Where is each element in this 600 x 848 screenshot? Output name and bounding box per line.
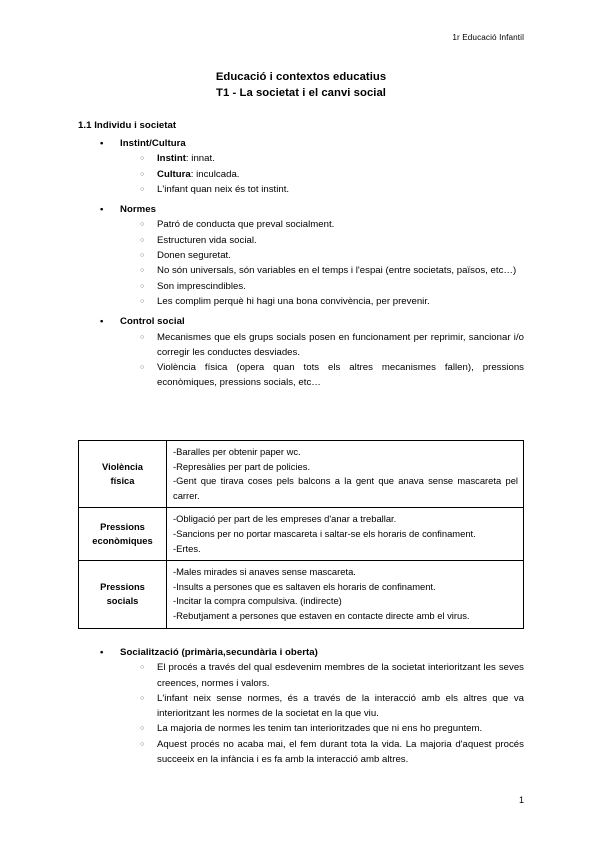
row-line: -Baralles per obtenir paper wc. [173,446,301,457]
category-line-1: Pressions [100,580,145,592]
row-line: -Rebutjament a persones que estaven en contacte directe amb el virus. [173,609,470,621]
row-content [167,561,524,628]
circle-bullet-icon: ○ [140,297,145,305]
list-item-text: Les complim perquè hi hagi una bona convivència, per prevenir. [157,295,430,307]
term: Cultura [157,168,191,180]
list-item [78,167,524,182]
list-item [78,691,524,722]
row-line: -Represàlies per part de policies. [173,460,311,472]
category-line-2: socials [106,595,139,607]
term: Instint [157,153,186,165]
page-header: 1r Educació Infantil [452,33,524,42]
list-item [78,737,524,768]
circle-bullet-icon: ○ [140,252,145,260]
row-category [79,508,167,561]
disc-bullet-icon: • [100,204,104,216]
circle-bullet-icon: ○ [140,170,145,178]
list-item-text: Aquest procés no acaba mai, el fem durant tota la vida. La majoria d'aquest procés succeeix en la infància i es fa amb la interacció amb altres. [157,738,524,766]
document-title [78,70,524,101]
definition: : inculcada. [190,168,240,180]
row-content [167,441,524,508]
disc-bullet-icon: • [100,647,104,658]
bullet-instint-cultura [78,136,524,151]
list-item [78,721,524,736]
circle-bullet-icon: ○ [140,364,145,372]
disc-bullet-icon: • [100,316,104,328]
category-line-1: Violència [102,460,143,472]
circle-bullet-icon: ○ [140,694,145,702]
list-item-text: Violència física (opera quan tots els altres mecanismes fallen), pressions econòmiques, pressions socials, etc… [157,362,524,389]
list-item [78,360,524,391]
bullet-socialitzacio [78,645,524,660]
circle-bullet-icon: ○ [140,725,145,733]
bullet-label: Control social [120,316,185,328]
title-line-2: T1 - La societat i el canvi social [216,86,386,99]
list-item [78,182,524,197]
definition: L'infant quan neix és tot instint. [157,183,290,195]
list-item [78,233,524,248]
row-line: -Gent que tirava coses pels balcons a la gent que anava sense mascareta pel carrer. [173,475,518,501]
circle-bullet-icon: ○ [140,155,145,163]
list-item-text: La majoria de normes les tenim tan interioritzades que ni ens ho preguntem. [157,723,483,735]
circle-bullet-icon: ○ [140,333,145,341]
socialitzacio-section [78,645,524,767]
list-item [78,294,524,309]
table-row [79,441,524,508]
category-line-1: Pressions [100,520,145,532]
list-item [78,330,524,361]
bullet-label: Normes [120,204,157,216]
circle-bullet-icon: ○ [140,221,145,229]
circle-bullet-icon: ○ [140,267,145,275]
circle-bullet-icon: ○ [140,282,145,290]
definition: : innat. [185,153,215,165]
list-item-text: L'infant neix sense normes, és a través de la interacció amb els altres que va interioritzant les normes de la societat en la que viu. [157,692,524,720]
category-line-2: física [110,475,135,487]
row-line: -Sancions per no portar mascareta i saltar-se els horaris de confinament. [173,527,476,539]
document-body [78,120,524,391]
row-line: -Males mirades si anaves sense mascareta. [173,566,356,578]
list-item-text: No són universals, són variables en el temps i l'espai (entre societats, països, etc…) [157,265,517,277]
disc-bullet-icon: • [100,138,104,149]
row-line: -Insults a persones que es saltaven els horaris de confinament. [173,580,436,592]
list-item-text: Mecanismes que els grups socials posen en funcionament per reprimir, sancionar i/o corregir les conductes desviades. [157,331,524,358]
list-item-text: Estructuren vida social. [157,234,257,246]
category-line-2: econòmiques [92,535,153,547]
table-row [79,508,524,561]
row-line: -Incitar la compra compulsiva. (indirecte) [173,595,342,607]
bullet-control-social [78,314,524,329]
circle-bullet-icon: ○ [140,664,145,672]
list-item-text: Donen seguretat. [157,250,231,262]
row-content [167,508,524,561]
row-category [79,561,167,628]
section-heading-1-1: 1.1 Individu i societat [78,120,177,131]
page-number: 1 [518,795,524,805]
list-item-text: El procés a través del qual esdevenim membres de la societat interioritzant les seves creences, normes i valors. [157,662,524,689]
row-line: -Ertes. [173,542,201,554]
control-social-table [78,440,524,629]
circle-bullet-icon: ○ [140,185,145,193]
table-row [79,561,524,628]
circle-bullet-icon: ○ [140,236,145,244]
row-line: -Obligació per part de les empreses d'anar a treballar. [173,513,397,525]
list-item [78,151,524,166]
row-category [79,441,167,508]
list-item-text: Son imprescindibles. [157,280,246,292]
title-line-1: Educació i contextos educatius [215,71,387,83]
list-item [78,217,524,232]
list-item [78,263,524,278]
list-item [78,248,524,263]
circle-bullet-icon: ○ [140,740,145,748]
list-item [78,279,524,294]
bullet-label: Instint/Cultura [120,138,186,149]
list-item [78,660,524,691]
bullet-label: Socialització (primària,secundària i oberta) [120,647,318,658]
list-item-text: Patró de conducta que preval socialment. [157,219,335,231]
bullet-normes [78,202,524,217]
